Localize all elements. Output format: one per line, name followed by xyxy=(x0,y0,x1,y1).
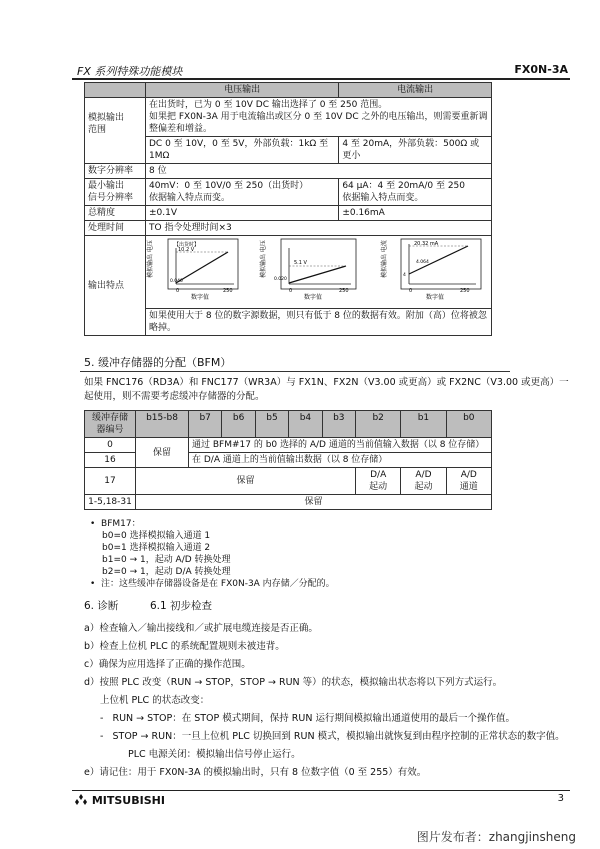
check-item-e: e）请记住：用于 FX0N-3A 的模拟输出时，只有 8 位数字值（0 至 255）有效。 xyxy=(84,767,427,778)
bfm-row0-hi: 保留 xyxy=(136,438,189,468)
bfm-row0-no: 0 xyxy=(85,438,136,453)
header-series-title: FX 系列特殊功能模块 xyxy=(77,65,183,78)
bfm-header-b2: b2 xyxy=(356,411,401,438)
bfm17-line-1: b0=0 选择模拟输入通道 1 xyxy=(102,531,211,541)
spec-range-note: 在出货时，已为 0 至 10V DC 输出选择了 0 至 250 范围。 如果把 FX0N-3A 用于电流输出或区分 0 至 10V DC 之外的电压输出，则需要重新调整偏差和增益。 xyxy=(146,98,492,137)
chart2-x0: 0 xyxy=(289,288,293,294)
bfm-header-b1: b1 xyxy=(401,411,446,438)
spec-range-voltage: DC 0 至 10V，0 至 5V，外部负载：1kΩ 至 1MΩ xyxy=(146,137,339,164)
spec-accuracy-voltage: ±0.1V xyxy=(146,206,339,221)
bfm-row16-no: 16 xyxy=(85,453,136,468)
watermark: 图片发布者：zhangjinsheng xyxy=(416,830,576,844)
mitsubishi-logo xyxy=(74,794,165,808)
spec-processing-value: TO 指令处理时间×3 xyxy=(146,221,492,236)
spec-range-current: 4 至 20mA，外部负载：500Ω 或更小 xyxy=(339,137,492,164)
bfm-header-b0: b0 xyxy=(446,411,491,438)
bfm17-heading: BFM17： xyxy=(101,519,141,529)
bfm17-bullet: • BFM17： xyxy=(90,519,141,529)
logo-text: MITSUBISHI xyxy=(91,794,165,807)
bfm-header-b3: b3 xyxy=(322,411,355,438)
section5-paragraph: 如果 FNC176（RD3A）和 FNC177（WR3A）与 FX1N、FX2N（V3.00 或更高）或 FX2NC（V3.00 或更高）一起使用，则不需要考虑缓冲存储器的分配。 xyxy=(84,377,569,402)
chart-current-20ma xyxy=(380,239,481,301)
spec-label-range: 模拟输出 范围 xyxy=(85,98,146,164)
chart-voltage-5v xyxy=(259,239,356,301)
spec-min-signal-current: 64 μA：4 至 20mA/0 至 250 依据输入特点而变。 xyxy=(339,179,492,206)
chart2-xlabel: 数字值 xyxy=(304,294,323,301)
chart1-ybottom: 0.040 xyxy=(170,279,183,284)
mitsubishi-diamonds-icon xyxy=(74,794,88,808)
bfm-row17-b1: A/D 起动 xyxy=(401,468,446,495)
section6-subtitle: 6.1 初步检查 xyxy=(150,600,213,612)
bfm-header-no: 缓冲存储器编号 xyxy=(85,411,136,438)
spec-header-current: 电流输出 xyxy=(339,83,492,98)
chart1-ytop: 10.2 V xyxy=(178,247,195,253)
stop-run-text: STOP → RUN：一旦上位机 PLC 切换回到 RUN 模式，模拟输出就恢复到由程序控制的正常状态的数字值。 xyxy=(112,731,565,742)
power-off-line: PLC 电源关闭：模拟输出信号停止运行。 xyxy=(128,749,301,760)
bfm-rowrest-reserved: 保留 xyxy=(136,495,492,510)
check-item-c: c）确保为应用选择了正确的操作范围。 xyxy=(84,659,251,670)
bfm-row17-no: 17 xyxy=(85,468,136,495)
spec-accuracy-current: ±0.16mA xyxy=(339,206,492,221)
spec-label-output-char: 输出特点 xyxy=(85,236,146,336)
spec-header-blank xyxy=(85,83,146,98)
run-stop-text: RUN → STOP：在 STOP 模式期间，保持 RUN 运行期间模拟输出通道使用的最后一个操作值。 xyxy=(112,713,515,724)
bfm-note-bullet: • 注：这些缓冲存储器设备是在 FX0N-3A 内存储／分配的。 xyxy=(90,579,335,589)
chart1-ylabel: 模拟输出 电压 xyxy=(147,240,154,278)
bfm-header-b6: b6 xyxy=(222,411,255,438)
bfm-header-b7: b7 xyxy=(189,411,222,438)
spec-label-min-signal: 最小输出 信号分辨率 xyxy=(85,179,146,206)
chart3-x2: 250 xyxy=(460,288,470,294)
bfm-row17-b2: D/A 起动 xyxy=(356,468,401,495)
bfm-row16-desc: 在 D/A 通道上的当前值输出数据（以 8 位存储） xyxy=(189,453,492,468)
chart2-line xyxy=(289,266,346,283)
chart2-x2: 250 xyxy=(339,288,349,294)
page-number: 3 xyxy=(557,793,564,804)
spec-resolution-value: 8 位 xyxy=(146,164,492,179)
chart1-x2: 250 xyxy=(223,288,233,294)
chart3-ytop: 20.32 mA xyxy=(414,241,439,247)
bfm-header-b15-b8: b15-b8 xyxy=(136,411,189,438)
bfm-note-text: 注：这些缓冲存储器设备是在 FX0N-3A 内存储／分配的。 xyxy=(101,579,335,589)
bfm17-line-2: b0=1 选择模拟输入通道 2 xyxy=(102,543,211,553)
chart2-ylabel: 模拟输出 电压 xyxy=(260,240,267,278)
chart3-xlabel: 数字值 xyxy=(426,294,445,301)
output-characteristic-charts xyxy=(146,236,492,309)
stop-run-line: - STOP → RUN：一旦上位机 PLC 切换回到 RUN 模式，模拟输出就恢复到由程序控制的正常状态的数字值。 xyxy=(100,731,565,742)
bfm17-line-4: b2=0 → 1，起动 D/A 转换处理 xyxy=(102,567,231,577)
check-item-b: b）检查上位机 PLC 的系统配置规则未被违背。 xyxy=(84,641,285,652)
check-item-a: a）检查输入／输出接线和／或扩展电缆连接是否正确。 xyxy=(84,623,318,634)
chart2-ytop: 5.1 V xyxy=(294,260,307,266)
bfm17-line-3: b1=0 → 1，起动 A/D 转换处理 xyxy=(102,555,231,565)
bfm-header-b4: b4 xyxy=(289,411,322,438)
spec-min-signal-voltage: 40mV：0 至 10V/0 至 250（出货时） 依据输入特点而变。 xyxy=(146,179,339,206)
chart1-xlabel: 数字值 xyxy=(191,294,210,301)
bfm-row17-reserved: 保留 xyxy=(136,468,356,495)
spec-label-resolution: 数字分辨率 xyxy=(85,164,146,179)
bfm-row0-desc: 通过 BFM#17 的 b0 选择的 A/D 通道的当前值输入数据（以 8 位存储） xyxy=(189,438,492,453)
chart3-ylabel: 模拟输出 电流 xyxy=(381,240,388,278)
chart-voltage-10v xyxy=(146,239,238,301)
chart3-ybottom: 4 xyxy=(403,273,406,278)
run-stop-line: - RUN → STOP：在 STOP 模式期间，保持 RUN 运行期间模拟输出通道使用的最后一个操作值。 xyxy=(100,713,515,724)
bfm-header-b5: b5 xyxy=(255,411,288,438)
spec-output-note: 如果使用大于 8 位的数字源数据，则只有低于 8 位的数据有效。附加（高）位将被忽略掉。 xyxy=(146,309,492,336)
header-rule xyxy=(72,78,570,80)
footer-rule xyxy=(72,790,570,791)
chart1-box-label: 【出货时】 xyxy=(174,242,200,248)
chart3-x0: 0 xyxy=(409,288,413,294)
plc-state-title: 上位机 PLC 的状态改变： xyxy=(100,695,210,706)
bfm-rowrest-no: 1-5,18-31 xyxy=(85,495,136,510)
check-item-d: d）按照 PLC 改变（RUN → STOP，STOP → RUN 等）的状态，模拟输出状态将以下列方式运行。 xyxy=(84,677,503,688)
chart1-x0: 0 xyxy=(176,288,180,294)
spec-label-processing: 处理时间 xyxy=(85,221,146,236)
chart2-ymid: 0.020 xyxy=(274,277,287,282)
output-spec-table xyxy=(84,82,492,336)
section6-title: 6. 诊断 xyxy=(84,600,119,612)
bfm-table xyxy=(84,410,492,510)
characteristic-svg xyxy=(146,236,491,308)
section5-title: 5. 缓冲存储器的分配（BFM） xyxy=(84,356,232,369)
spec-header-voltage: 电压输出 xyxy=(146,83,339,98)
bfm-notes xyxy=(90,518,335,590)
chart3-ymid: 4.064 xyxy=(416,260,429,265)
chart1-line xyxy=(176,252,228,283)
header-model: FX0N-3A xyxy=(514,63,568,76)
section6-items xyxy=(84,622,574,780)
section5-rule xyxy=(80,371,510,372)
bfm-row17-b0: A/D 通道 xyxy=(446,468,491,495)
spec-label-accuracy: 总精度 xyxy=(85,206,146,221)
chart3-frame xyxy=(401,239,481,289)
